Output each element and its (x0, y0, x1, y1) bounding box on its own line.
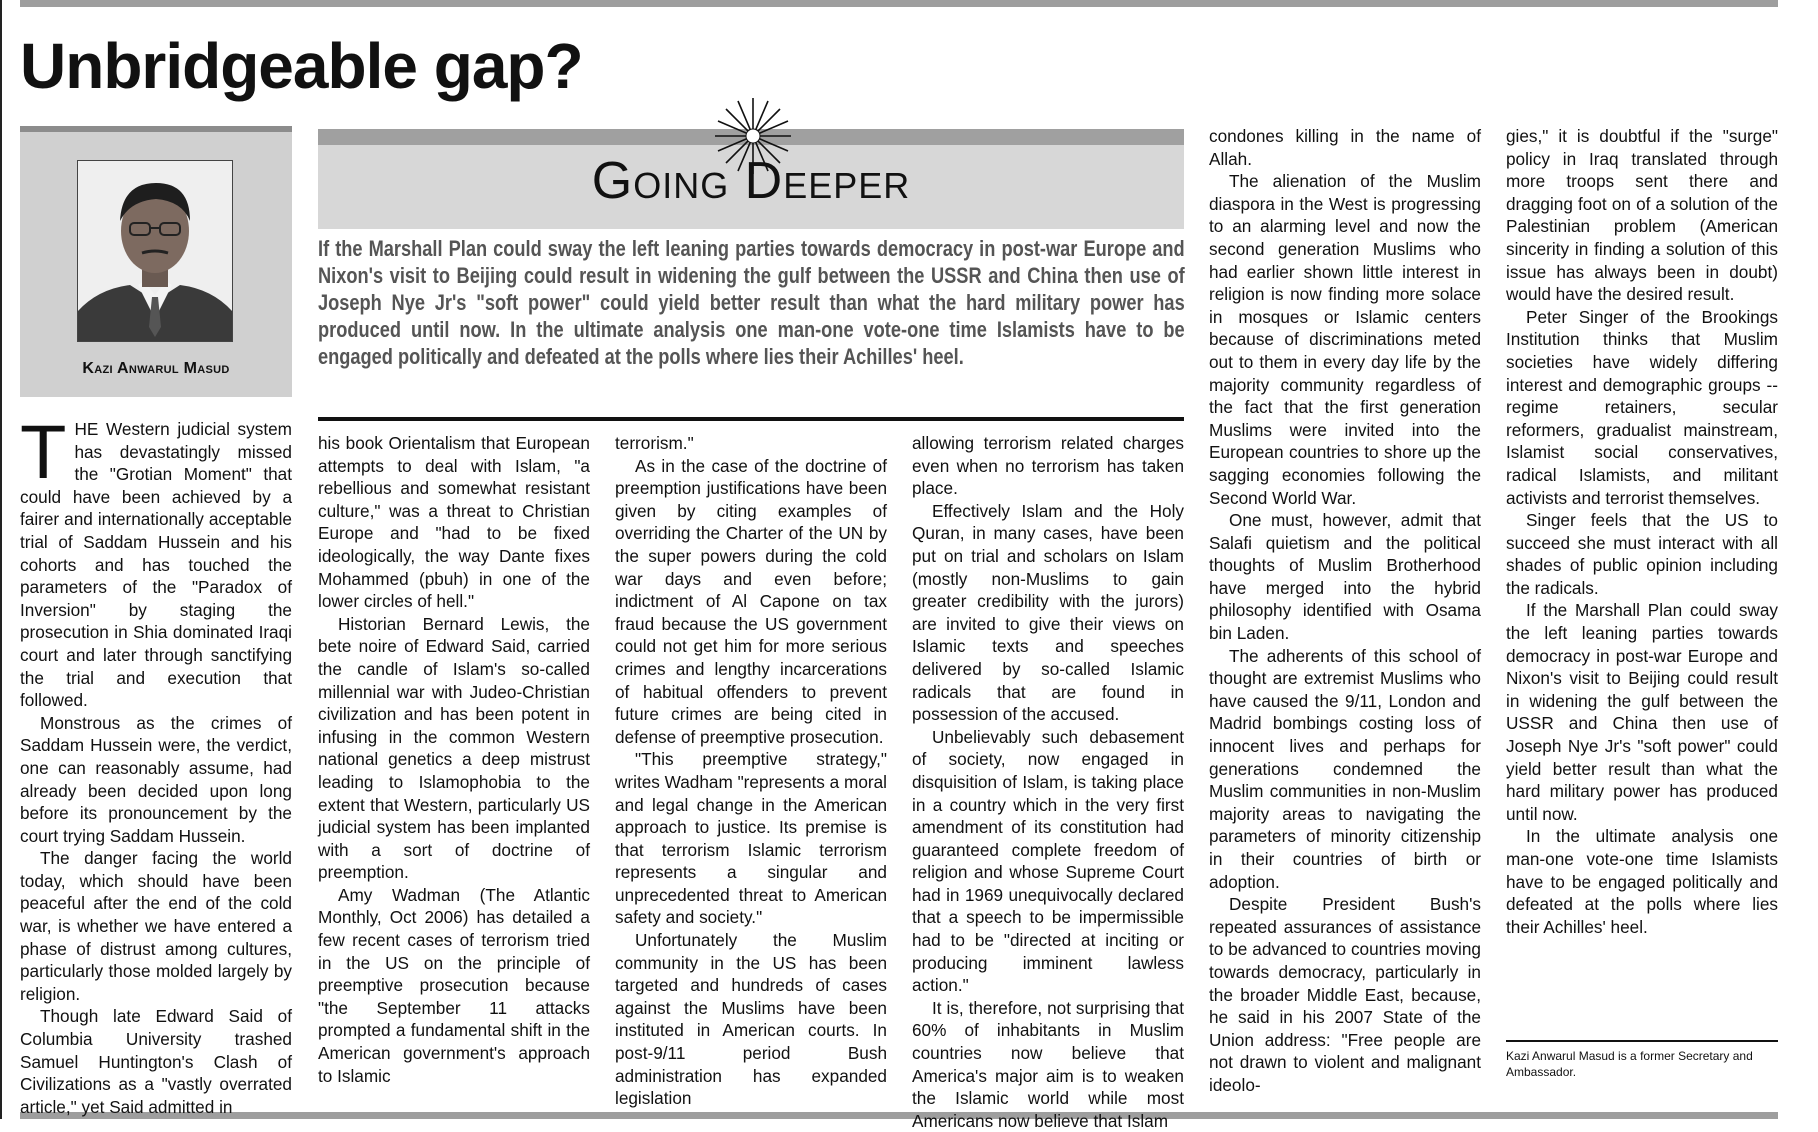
article-paragraph: condones killing in the name of Allah. (1209, 126, 1481, 169)
article-paragraph: terrorism." (615, 433, 694, 453)
article-paragraph: Unbelievably such debasement of society, now engaged in disquisition of Islam, is taking place in a country which in the very first amendment of its constitution had guaranteed complete freedom of religion and whose Supreme Court had in 1969 unequivocally declared that a speech to be impermissible had to be "directed at inciting or producing imminent lawless action." (912, 726, 1184, 996)
article-column-2 (318, 432, 590, 1114)
author-photo (77, 160, 233, 342)
article-paragraph: Peter Singer of the Brookings Institution thinks that Muslim societies have widely differing interest and demographic groups -- regime retainers, secular reformers, gradualist mainstream, Islamist social conservatives, radical Islamists, and militant activists and terrorist themselves. (1506, 306, 1778, 508)
article-paragraph: The danger facing the world today, which should have been peaceful after the end of the cold war, is whether we have entered a phase of distrust among cultures, particularly those molded largely by religion. (20, 848, 292, 1004)
author-byline: Kazi Anwarul Masud (82, 360, 230, 377)
article-paragraph: his book Orientalism that European attempts to deal with Islam, "a rebellious and somewhat resistant culture," was a threat to Christian Europe and "had to be fixed ideologically, the way Dante fixes Mohammed (pbuh) in one of the lower circles of hell." (318, 433, 590, 612)
top-rule (20, 0, 1778, 7)
left-edge-rule (0, 0, 2, 1119)
author-portrait-icon (78, 161, 232, 341)
drop-cap: T (20, 410, 67, 495)
article-paragraph: One must, however, admit that Salafi quietism and the political thoughts of Muslim Brotherhood have merged into the hybrid philosophy identified with Osama bin Laden. (1209, 510, 1481, 644)
article-paragraph: allowing terrorism related charges even when no terrorism has taken place. (912, 433, 1184, 499)
author-panel (20, 126, 292, 397)
article-paragraph: As in the case of the doctrine of preemption justifications have been given by citing examples of overriding the Charter of the UN by the super powers during the cold war days and even before; indictment of Al Capone on tax fraud because the US government could not get him for more serious crimes and lengthy incarcerations of habitual offenders to prevent future crimes are being cited in defense of preemptive prosecution. (615, 455, 887, 747)
article-paragraph: Historian Bernard Lewis, the bete noire of Edward Said, carried the candle of Islam's so-called millennial war with Judeo-Christian civilization and has been potent in infusing in the common Western national genetics a deep mistrust leading to Islamophobia to the extent that Western, particularly US judicial system has been implanted with a sort of doctrine of preemption. (318, 613, 590, 883)
article-column-4 (912, 432, 1184, 1131)
bio-rule (1506, 1040, 1778, 1042)
article-paragraph: It is, therefore, not surprising that 60% of inhabitants in Muslim countries now believe that America's major aim is to weaken the Islamic world while most Americans now believe that Islam (912, 997, 1184, 1131)
starburst-icon (713, 96, 793, 176)
article-paragraph: Monstrous as the crimes of Saddam Hussein were, the verdict, one can reasonably assume, had already been decided upon long before its pronouncement by the court trying Saddam Hussein. (20, 712, 292, 846)
article-paragraph: Singer feels that the US to succeed she must interact with all shades of public opinion including the radicals. (1506, 510, 1778, 598)
article-paragraph: Despite President Bush's repeated assurances of assistance to be advanced to countries moving towards democracy, particularly in the broader Middle East, because, he said in his 2007 State of the Union address: "Free people are not drawn to violent and malignant ideolo- (1209, 894, 1481, 1095)
article-paragraph: Unfortunately the Muslim community in the US has been targeted and hundreds of cases against the Muslims have been instituted in American courts. In post-9/11 period Bush administration has expanded legislation (615, 930, 887, 1109)
article-paragraph: THE Western judicial system has devastatingly missed the "Grotian Moment" that could have been achieved by a fairer and internationally acceptable trial of Saddam Hussein and his cohorts and has touched the parameters of the "Paradox of Inversion" by staging the prosecution in Shia dominated Iraqi court and later through sanctifying the trial and execution that followed. (20, 410, 292, 711)
article-column-6 (1506, 125, 1778, 1025)
kicker-title: Going Deeper (591, 152, 911, 210)
article-paragraph: In the ultimate analysis one man-one vote-one time Islamists have to be engaged politically and defeated at the polls where lies their Achilles' heel. (1506, 826, 1778, 937)
article-paragraph: Though late Edward Said of Columbia University trashed Samuel Huntington's Clash of Civilizations as a "vastly overrated article," yet Said admitted in (20, 1006, 292, 1117)
author-bio: Kazi Anwarul Masud is a former Secretary and Ambassador. (1506, 1049, 1753, 1079)
article-paragraph: If the Marshall Plan could sway the left leaning parties towards democracy in post-war Europe and Nixon's visit to Beijing could result in widening the gulf between the USSR and China then use of Joseph Nye Jr's "soft power" could yield better result than what the hard military power has produced until now. (1506, 600, 1778, 824)
article-paragraph: gies," it is doubtful if the "surge" policy in Iraq translated through more troops sent there and dragging foot on of a solution of the Palestinian problem (American sincerity in finding a solution of this issue has always been in doubt) would have the desired result. (1506, 126, 1778, 305)
deck-rule (318, 417, 1184, 421)
article-paragraph: Effectively Islam and the Holy Quran, in many cases, have been put on trial and scholars on Islam (mostly non-Muslims to gain greater credibility with the jurors) are invited to give their views on Islamic texts and speeches delivered by so-called Islamic radicals that are found in possession of the accused. (912, 500, 1184, 725)
article-column-3 (615, 432, 887, 1114)
headline: Unbridgeable gap? (20, 30, 583, 102)
article-paragraph: Amy Wadman (The Atlantic Monthly, Oct 2006) has detailed a few recent cases of terrorism tried in the US on the principle of preemptive prosecution because "the September 11 attacks prompted a fundamental shift in the American government's approach to Islamic (318, 884, 590, 1086)
article-column-1 (20, 410, 292, 1117)
article-paragraph: The adherents of this school of thought are extremist Muslims who have caused the 9/11, London and Madrid bombings costing loss of innocent lives and perhaps for generations condemned the Muslim communities in non-Muslim majority areas to navigating the parameters of minority citizenship in their countries of birth or adoption. (1209, 645, 1481, 892)
article-column-5 (1209, 125, 1481, 1115)
article-deck: If the Marshall Plan could sway the left leaning parties towards democracy in post-war Europe and Nixon's visit to Beijing could result in widening the gulf between the USSR and China then use of Joseph Nye Jr's "soft power" could yield better result than what the hard military power has produced until now. In the ultimate analysis one man-one vote-one time Islamists have to be engaged politically and defeated at the polls where lies their Achilles' heel. (318, 236, 1185, 369)
article-paragraph: "This preemptive strategy," writes Wadham "represents a moral and legal change in the American approach to justice. Its premise is that terrorism Islamic terrorism represents a singular and unprecedented threat to American safety and society." (615, 749, 887, 928)
article-paragraph: The alienation of the Muslim diaspora in the West is progressing to an alarming level and now the second generation Muslims who had earlier shown little interest in religion is now finding more solace in mosques or Islamic centers because of discriminations meted out to them in every day life by the majority community regardless of the fact that the first generation Muslims were invited into the European countries to shore up the sagging economies following the Second World War. (1209, 171, 1481, 508)
